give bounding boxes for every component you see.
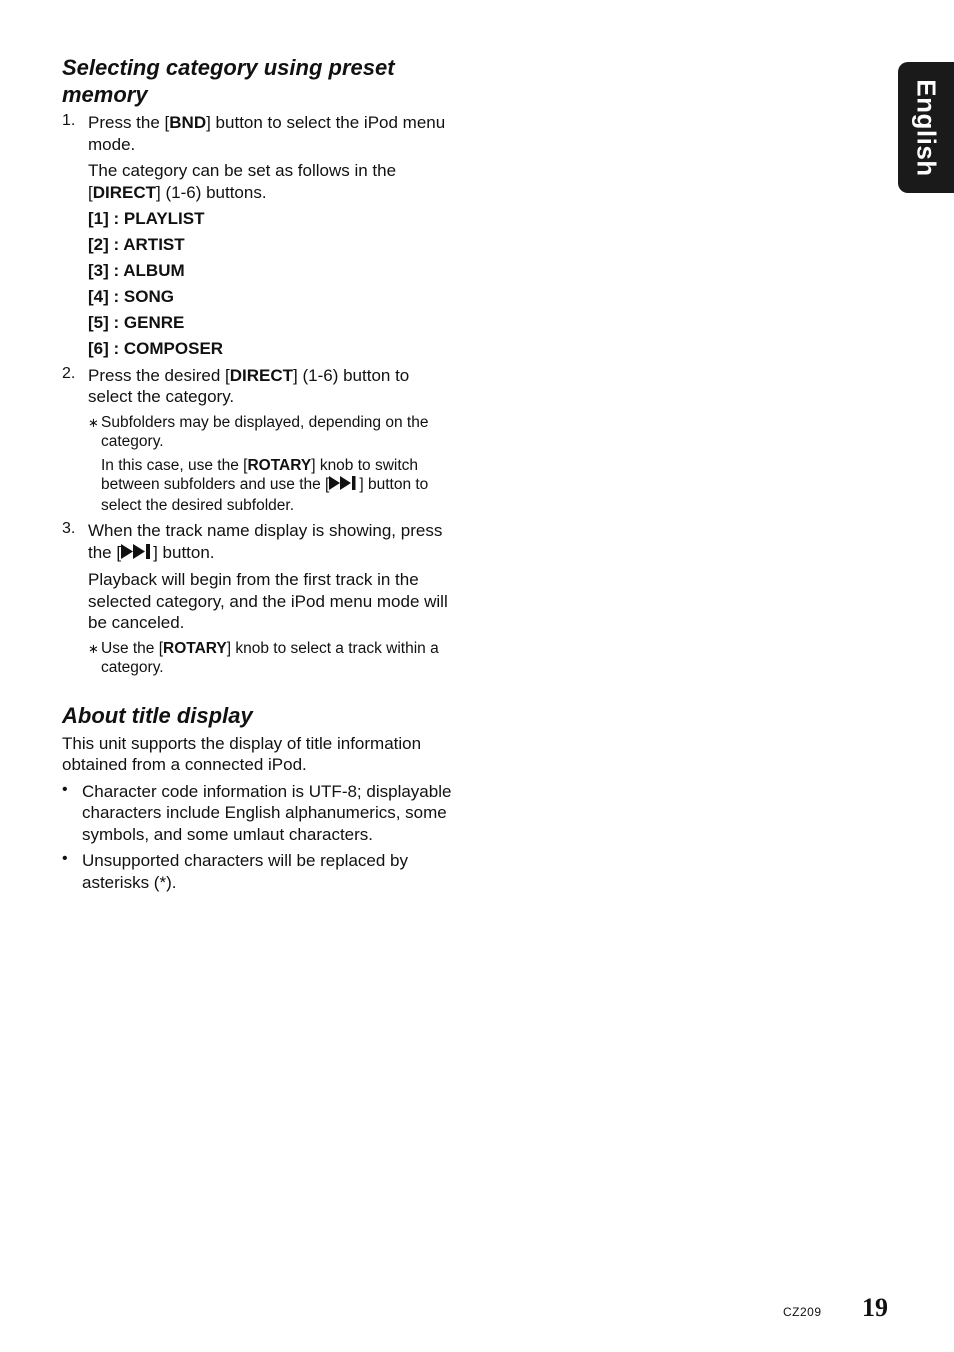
step-number: 2. — [62, 364, 76, 382]
category-item-artist: [2] : ARTIST — [88, 235, 185, 255]
note-text-extra: In this case, use the [ROTARY] knob to switch between subfolders and use the [ ] button to select the desired subfolder. — [101, 456, 429, 514]
category-item-album: [3] : ALBUM — [88, 261, 185, 281]
note — [88, 639, 452, 678]
step-3-detail: Playback will begin from the first track in the selected category, and the iPod menu mode will be canceled. — [88, 570, 448, 633]
play-next-track-icon — [329, 476, 359, 496]
button-name-direct: DIRECT — [92, 182, 157, 202]
page-number: 19 — [862, 1293, 888, 1322]
bullet-item — [62, 781, 452, 846]
step-1-detail: The category can be set as follows in the [DIRECT] (1-6) buttons. — [88, 161, 397, 202]
note-text: Use the [ROTARY] knob to select a track within a category. — [101, 639, 439, 677]
category-list — [88, 208, 452, 360]
language-tab — [898, 62, 954, 193]
language-tab-label: English — [911, 78, 942, 177]
step-1 — [62, 112, 452, 360]
button-name-bnd: BND — [169, 113, 207, 132]
asterisk-icon: ∗ — [88, 640, 99, 656]
bullet-item — [62, 850, 452, 893]
step-3-text: When the track name display is showing, press the [ ] button. — [88, 520, 452, 564]
category-item-playlist: [1] : PLAYLIST — [88, 209, 205, 228]
category-item-song: [4] : SONG — [88, 287, 174, 307]
step-2 — [62, 365, 452, 516]
bullet-text: Character code information is UTF-8; displayable characters include English alphanumerics, some symbols, and some umlaut characters. — [82, 781, 452, 844]
note-text: Subfolders may be displayed, depending on the category. — [101, 413, 429, 451]
play-next-track-icon — [121, 543, 153, 565]
bullet-icon: • — [62, 850, 68, 868]
bullet-icon: • — [62, 780, 68, 798]
step-number: 3. — [62, 520, 76, 538]
button-name-direct: DIRECT — [229, 365, 294, 385]
category-item-composer: [6] : COMPOSER — [88, 339, 224, 359]
knob-name-rotary: ROTARY — [247, 456, 312, 474]
model-number: CZ209 — [783, 1305, 822, 1319]
knob-name-rotary: ROTARY — [163, 639, 227, 657]
bullet-text: Unsupported characters will be replaced by asterisks (*). — [82, 851, 409, 892]
section-heading-title-display: About title display — [62, 702, 253, 728]
step-1-text: Press the [BND] button to select the iPod menu mode. — [88, 113, 446, 154]
category-item-genre: [5] : GENRE — [88, 313, 185, 333]
step-number: 1. — [62, 112, 76, 129]
step-2-text: Press the desired [DIRECT] (1-6) button to select the category. — [88, 365, 410, 407]
note — [88, 413, 452, 516]
step-3 — [62, 520, 452, 678]
section-heading-preset-memory: Selecting category using preset memory — [62, 55, 395, 107]
title-display-intro: This unit supports the display of title information obtained from a connected iPod. — [62, 733, 422, 775]
main-column — [62, 54, 452, 898]
asterisk-icon: ∗ — [88, 414, 99, 430]
